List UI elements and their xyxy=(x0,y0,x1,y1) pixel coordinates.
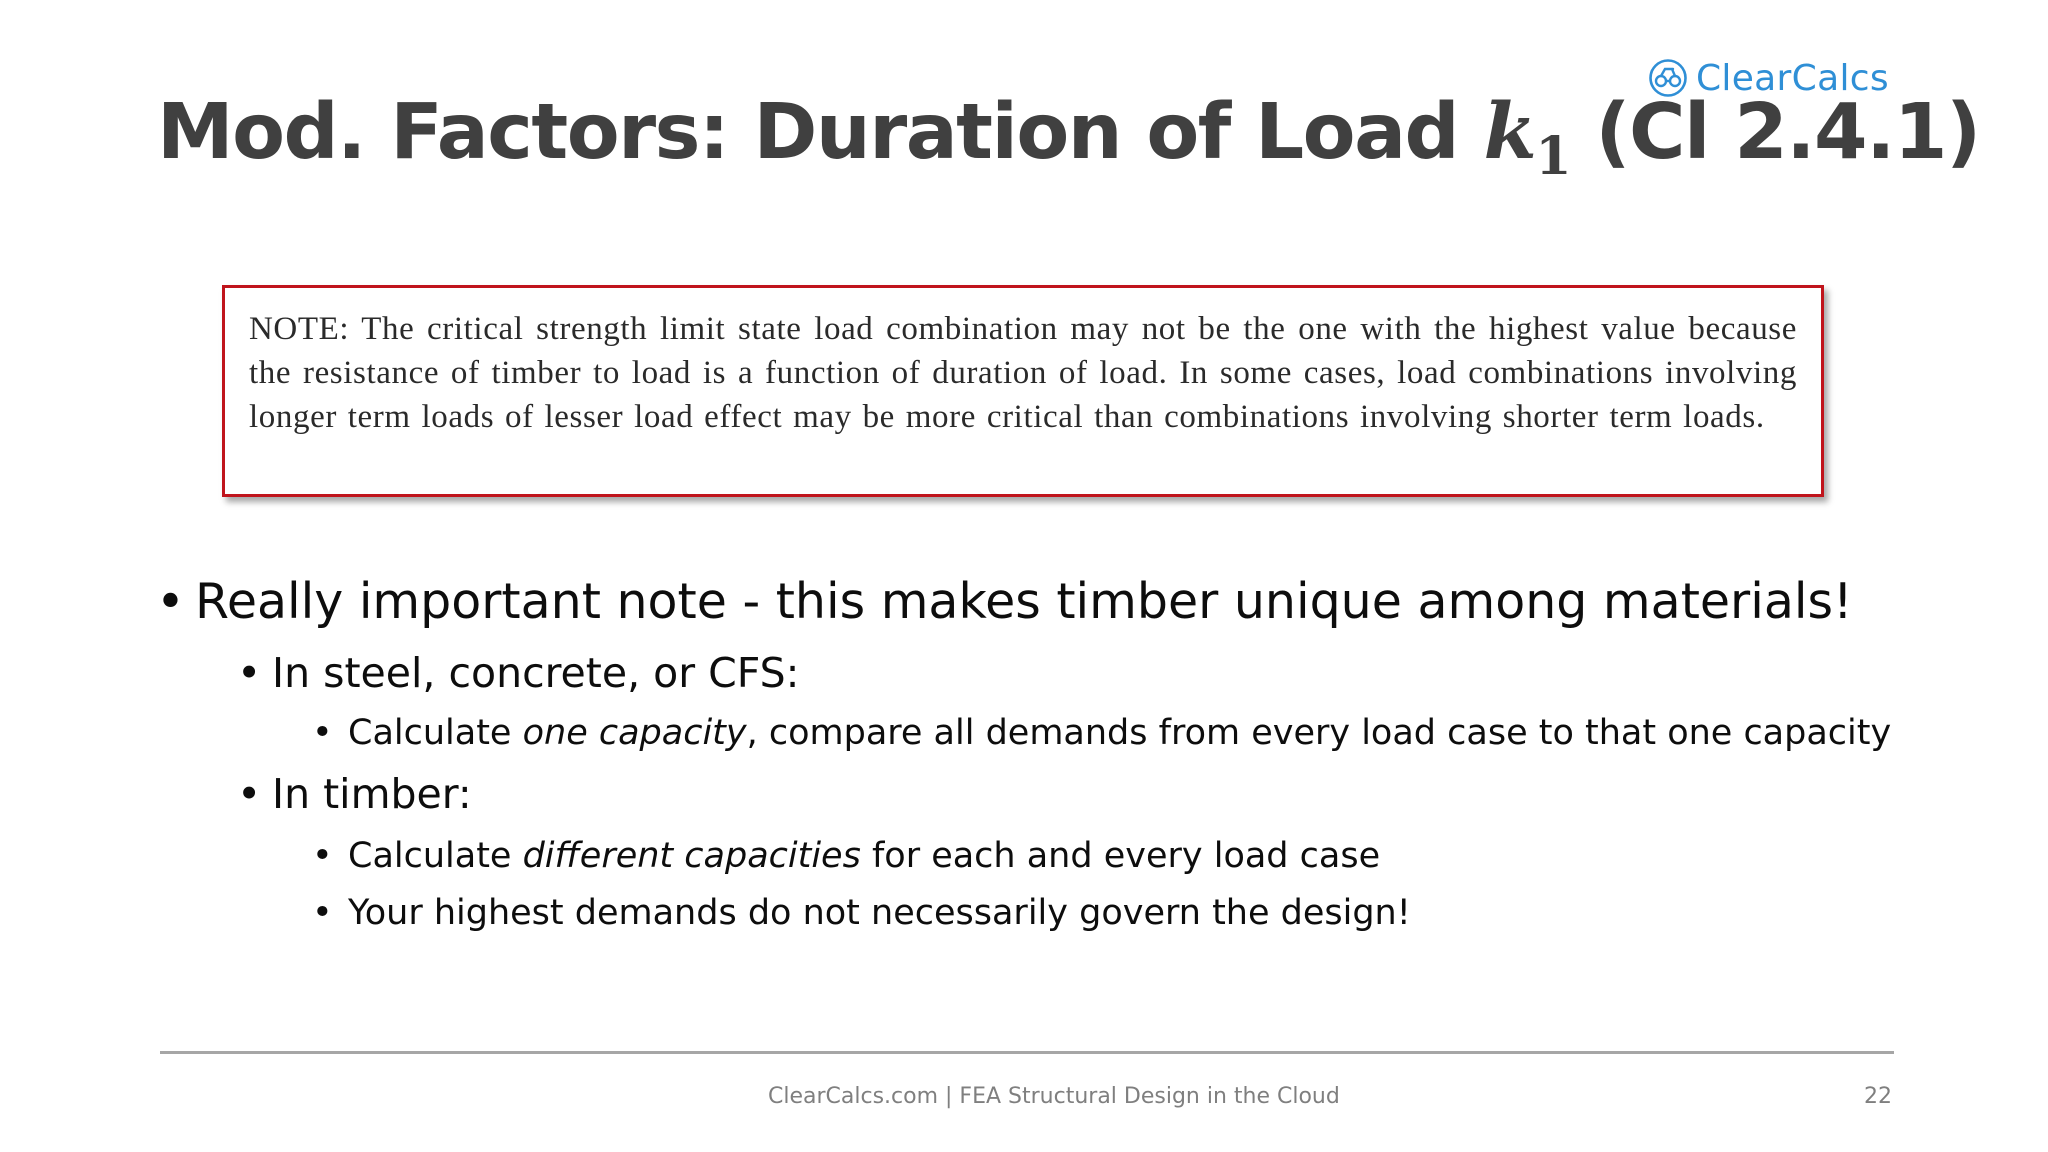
bullet-text: Really important note - this makes timber unique among materials! xyxy=(195,573,1853,630)
bullet-dot: • xyxy=(312,893,333,933)
bullet-text-pre: Calculate xyxy=(348,836,523,876)
bullet-level3 xyxy=(312,836,1381,876)
title-math-sub: 1 xyxy=(1535,126,1571,187)
bullet-dot: • xyxy=(237,649,262,697)
bullet-text-post: for each and every load case xyxy=(860,836,1381,876)
note-text: NOTE: The critical strength limit state load combination may not be the one with the highest value because the resistance of timber to load is a function of duration of load. In some cases, load combinations involving longer term loads of lesser load effect may be more critical than combinations involving shorter term loads. xyxy=(249,311,1797,435)
title-prefix: Mod. Factors: Duration of Load xyxy=(157,88,1484,177)
slide-title xyxy=(157,82,1980,207)
title-math-var: k xyxy=(1483,87,1536,177)
bullet-dot: • xyxy=(312,836,333,876)
bullet-level3 xyxy=(312,713,1892,753)
page-number: 22 xyxy=(1864,1084,1892,1109)
bullet-level2 xyxy=(237,649,800,697)
bullet-dot: • xyxy=(156,573,185,630)
bullet-level2 xyxy=(237,770,472,818)
bullet-level1 xyxy=(156,573,1853,630)
title-suffix: (Cl 2.4.1) xyxy=(1570,88,1980,177)
bullet-text-post: , compare all demands from every load case to that one capacity xyxy=(746,713,1892,753)
bullet-level3 xyxy=(312,893,1411,933)
bullet-dot: • xyxy=(237,770,262,818)
note-excerpt-box xyxy=(222,285,1824,497)
title-math xyxy=(1483,87,1571,187)
bullet-text-emphasis: one capacity xyxy=(522,713,747,753)
bullet-text: Your highest demands do not necessarily govern the design! xyxy=(348,893,1411,933)
bullet-text-emphasis: different capacities xyxy=(522,836,861,876)
bullet-text: In steel, concrete, or CFS: xyxy=(272,649,800,697)
bullet-text: In timber: xyxy=(272,770,472,818)
footer-divider xyxy=(160,1051,1894,1054)
logo-text: ClearCalcs xyxy=(1696,57,1889,99)
bullet-text-pre: Calculate xyxy=(348,713,523,753)
footer-text: ClearCalcs.com | FEA Structural Design in the Cloud xyxy=(768,1084,1340,1109)
bullet-dot: • xyxy=(312,713,333,753)
